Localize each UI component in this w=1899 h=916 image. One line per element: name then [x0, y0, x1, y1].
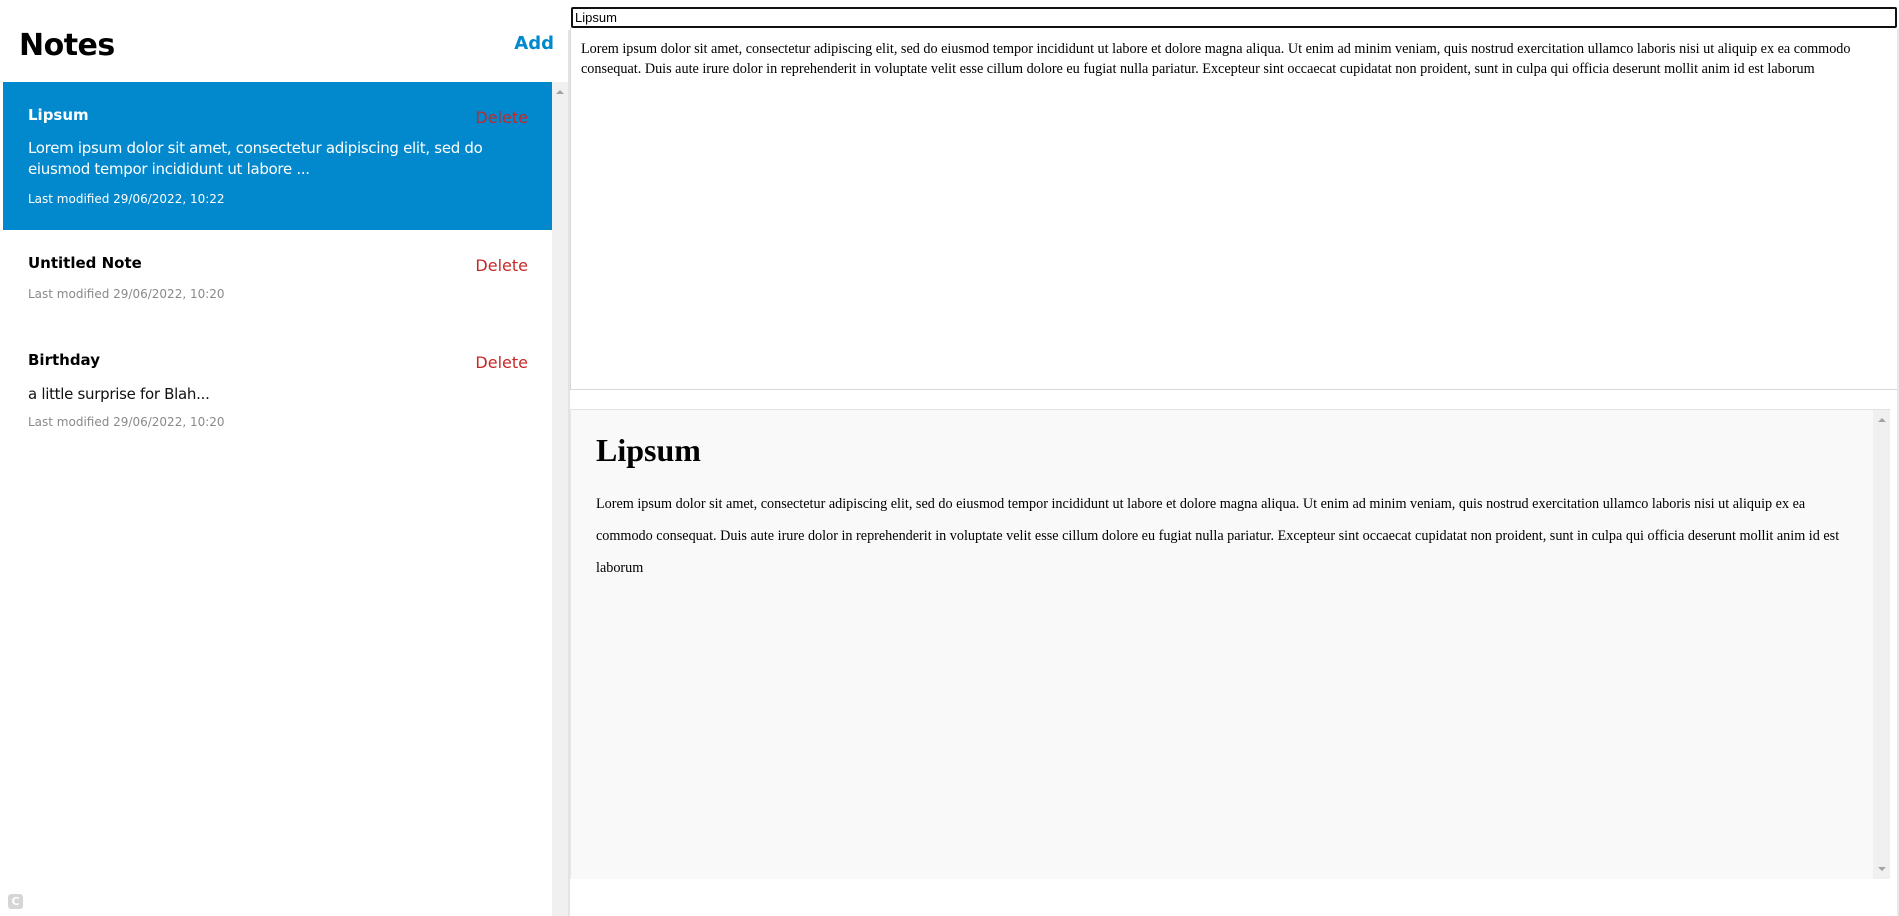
sidebar-scrollbar[interactable]	[552, 82, 568, 916]
preview-content	[596, 430, 1860, 584]
note-item-untitled-note[interactable]	[3, 230, 552, 325]
note-preview: a little surprise for Blah...	[28, 385, 210, 403]
note-item-lipsum[interactable]	[3, 82, 552, 230]
note-title-input[interactable]	[571, 7, 1897, 28]
scroll-up-arrow-icon[interactable]	[1878, 418, 1886, 422]
preview-paragraph: Lorem ipsum dolor sit amet, consectetur adipiscing elit, sed do eiusmod tempor incididunt ut labore et dolore magna aliqua. Ut enim ad minim veniam, quis nostrud exercitation ullamco laboris nisi ut aliquip ex ea commodo consequat. Duis aute irure dolor in reprehenderit in voluptate velit esse cillum dolore eu fugiat nulla pariatur. Excepteur sint occaecat cupidatat non proident, sunt in culpa qui officia deserunt mollit anim id est laborum	[596, 496, 1840, 576]
markdown-preview	[570, 409, 1890, 879]
note-modified-date: Last modified 29/06/2022, 10:20	[28, 287, 225, 301]
note-list	[3, 82, 552, 916]
delete-note-button[interactable]: Delete	[475, 256, 528, 275]
note-preview: Lorem ipsum dolor sit amet, consectetur adipiscing elit, sed do eiusmod tempor incididunt ut labore ...	[28, 139, 483, 178]
scroll-down-arrow-icon[interactable]	[1878, 867, 1886, 871]
note-title: Lipsum	[28, 106, 89, 124]
note-title: Birthday	[28, 351, 100, 369]
sidebar-title: Notes	[19, 28, 115, 63]
c-badge-icon: C	[8, 894, 23, 909]
add-note-button[interactable]: Add	[514, 33, 554, 54]
preview-scrollbar[interactable]	[1873, 410, 1890, 879]
scroll-up-arrow-icon[interactable]	[556, 90, 564, 94]
note-item-birthday[interactable]	[3, 325, 552, 453]
sidebar	[0, 0, 570, 916]
preview-heading: Lipsum	[596, 432, 701, 468]
delete-note-button[interactable]: Delete	[475, 108, 528, 127]
note-modified-date: Last modified 29/06/2022, 10:20	[28, 415, 225, 429]
delete-note-button[interactable]: Delete	[475, 353, 528, 372]
note-modified-date: Last modified 29/06/2022, 10:22	[28, 192, 225, 206]
note-title: Untitled Note	[28, 254, 142, 272]
note-body-textarea[interactable]	[570, 28, 1899, 390]
